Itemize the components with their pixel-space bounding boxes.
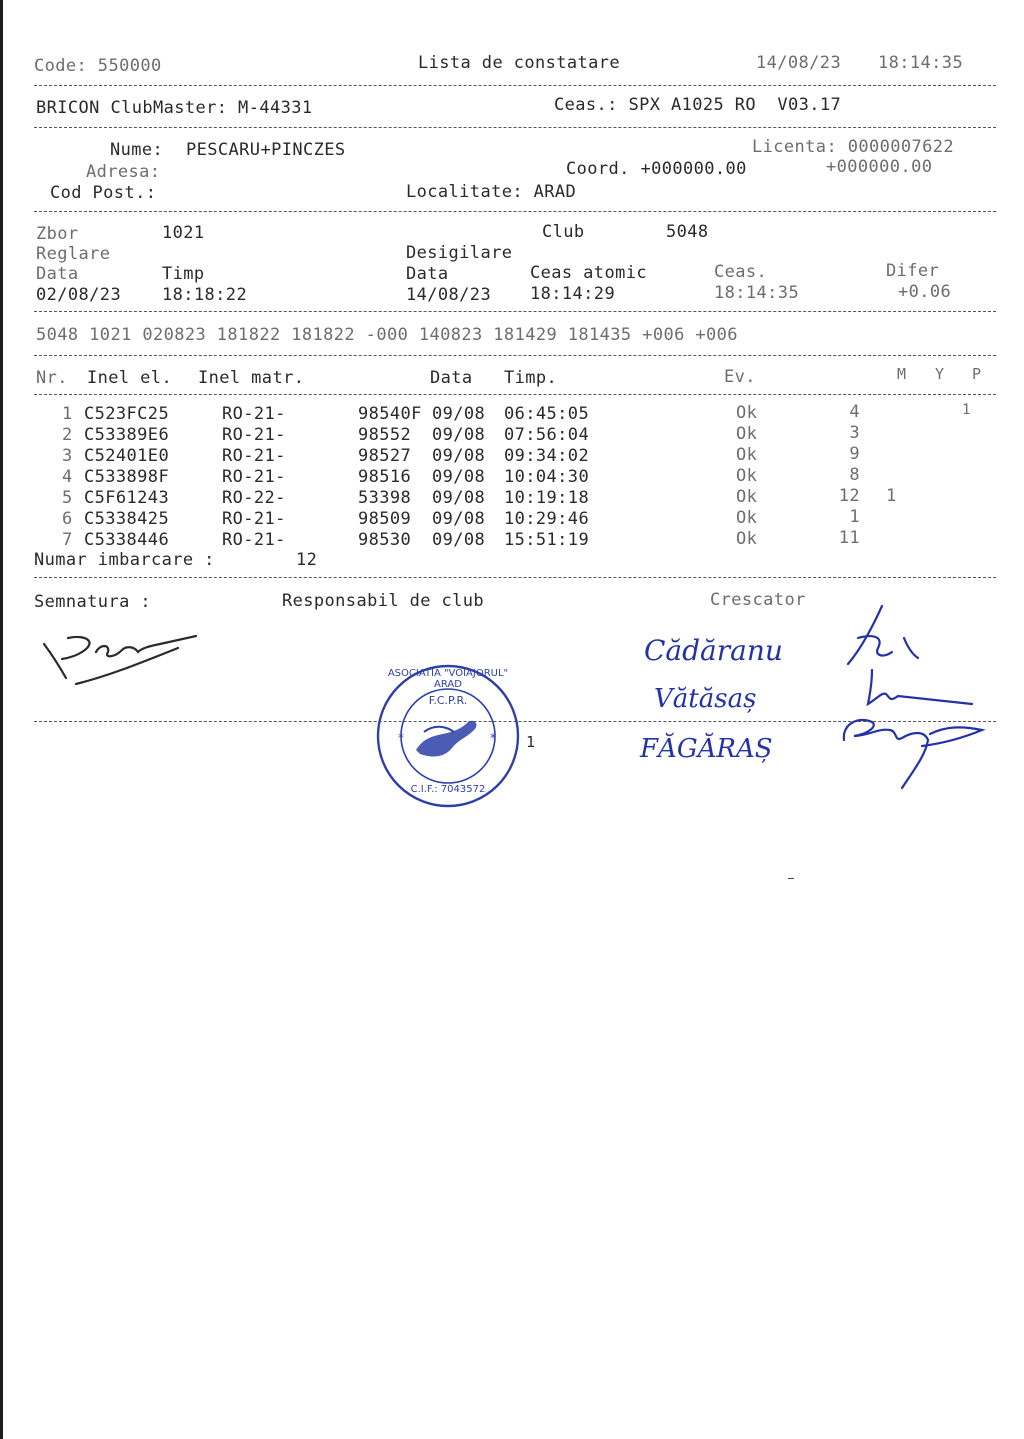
divider — [34, 577, 996, 578]
row-time: 10:29:46 — [504, 509, 590, 529]
desigilare-atomic: 18:14:29 — [530, 284, 616, 304]
row-inel-el: C533898F — [84, 467, 170, 487]
row-number: 98516 — [358, 467, 412, 487]
coord: Coord. +000000.00 — [566, 159, 747, 179]
col-m: M — [897, 365, 907, 383]
divider — [34, 311, 996, 312]
row-nr: 4 — [62, 467, 73, 487]
row-time: 10:19:18 — [504, 488, 590, 508]
code-label: Code: 550000 — [34, 56, 162, 76]
col-nr: Nr. — [36, 368, 68, 388]
divider — [34, 127, 996, 128]
row-ev: Ok — [736, 424, 758, 444]
difer-label: Difer — [886, 261, 940, 281]
desigilare-data-label: Data — [406, 264, 449, 284]
row-time: 09:34:02 — [504, 446, 590, 466]
row-ev: Ok — [736, 508, 758, 528]
row-ev: Ok — [736, 529, 758, 549]
ceas-label: Ceas. — [714, 262, 768, 282]
col-inel-matr: Inel matr. — [198, 368, 305, 388]
row-time: 06:45:05 — [504, 404, 590, 424]
row-prefix: RO-21- — [222, 446, 286, 466]
row-inel-el: C5338446 — [84, 530, 170, 550]
row-inel-el: C52401E0 — [84, 446, 170, 466]
row-number: 98530 — [358, 530, 412, 550]
nume-value: PESCARU+PINCZES — [186, 140, 346, 160]
document-title: Lista de constatare — [418, 53, 621, 73]
handwritten-name-3: FĂGĂRAȘ — [640, 734, 773, 764]
reglare-date: 02/08/23 — [36, 285, 122, 305]
row-ev: Ok — [736, 445, 758, 465]
row-prefix: RO-22- — [222, 488, 286, 508]
stamp-top-text: ASOCIATIA "VOIAJORUL" ARAD — [387, 668, 509, 690]
numar-imbarcare-label: Numar imbarcare : — [34, 550, 215, 570]
divider — [34, 85, 996, 86]
crescator-label: Crescator — [710, 590, 806, 610]
col-data: Data — [430, 368, 473, 388]
speck — [788, 878, 794, 879]
desigilare-label: Desigilare — [406, 243, 513, 263]
nume-label: Nume: — [110, 140, 164, 160]
row-date: 09/08 — [432, 530, 486, 550]
row-number: 98509 — [358, 509, 412, 529]
header-date: 14/08/23 — [756, 53, 842, 73]
row-prefix: RO-21- — [222, 530, 286, 550]
reglare-timp-label: Timp — [162, 264, 205, 284]
row-inel-el: C5F61243 — [84, 488, 170, 508]
localitate: Localitate: ARAD — [406, 182, 577, 202]
breeder-signatures — [838, 598, 988, 798]
row-number: 98552 — [358, 425, 412, 445]
row-nr: 5 — [62, 488, 73, 508]
zbor-label: Zbor — [36, 224, 79, 244]
ceas-atomic-label: Ceas atomic — [530, 263, 647, 283]
stamp-middle-text: F.C.P.R. — [428, 694, 468, 707]
page-left-edge — [0, 0, 3, 1439]
cod-post-label: Cod Post.: — [50, 183, 157, 203]
reglare-label: Reglare — [36, 244, 111, 264]
responsabil-label: Responsabil de club — [282, 591, 485, 611]
col-y: Y — [935, 365, 945, 383]
row-nr: 6 — [62, 509, 73, 529]
row-ev: Ok — [736, 403, 758, 423]
row-date: 09/08 — [432, 425, 486, 445]
col-timp: Timp. — [504, 368, 558, 388]
row-col1: 8 — [849, 465, 860, 485]
row-col3: 1 — [962, 402, 971, 418]
clock-id: Ceas.: SPX A1025 RO V03.17 — [554, 95, 842, 115]
row-prefix: RO-21- — [222, 467, 286, 487]
row-date: 09/08 — [432, 488, 486, 508]
row-col1: 4 — [849, 402, 860, 422]
desigilare-clock: 18:14:35 — [714, 283, 800, 303]
club-signature — [38, 626, 208, 690]
device-id: BRICON ClubMaster: M-44331 — [36, 98, 313, 118]
difer-value: +0.06 — [898, 282, 952, 302]
svg-text:*: * — [398, 731, 404, 745]
row-date: 09/08 — [432, 509, 486, 529]
row-date: 09/08 — [432, 467, 486, 487]
reglare-time: 18:18:22 — [162, 285, 248, 305]
adresa-label: Adresa: — [86, 162, 161, 182]
row-ev: Ok — [736, 466, 758, 486]
row-prefix: RO-21- — [222, 509, 286, 529]
col-inel-el: Inel el. — [87, 368, 173, 388]
row-nr: 2 — [62, 425, 73, 445]
divider — [34, 211, 996, 212]
col-p: P — [972, 365, 982, 383]
row-col2: 1 — [886, 486, 897, 506]
semnatura-label: Semnatura : — [34, 592, 151, 612]
row-col1: 11 — [838, 528, 860, 548]
col-ev: Ev. — [724, 367, 756, 387]
club-stamp — [374, 662, 522, 810]
svg-text:*: * — [490, 731, 496, 745]
divider — [34, 355, 996, 356]
row-col1: 12 — [838, 486, 860, 506]
row-number: 98527 — [358, 446, 412, 466]
row-col1: 3 — [849, 423, 860, 443]
row-date: 09/08 — [432, 446, 486, 466]
club-value: 5048 — [666, 222, 709, 242]
row-time: 07:56:04 — [504, 425, 590, 445]
row-nr: 1 — [62, 404, 73, 424]
divider — [34, 394, 996, 395]
row-col1: 1 — [849, 507, 860, 527]
row-time: 10:04:30 — [504, 467, 590, 487]
row-nr: 7 — [62, 530, 73, 550]
stamp-bottom-text: C.I.F.: 7043572 — [410, 784, 486, 795]
row-prefix: RO-21- — [222, 425, 286, 445]
row-col1: 9 — [849, 444, 860, 464]
row-nr: 3 — [62, 446, 73, 466]
row-inel-el: C5338425 — [84, 509, 170, 529]
desigilare-date: 14/08/23 — [406, 285, 492, 305]
handwritten-name-2: Vătăsaș — [654, 684, 757, 714]
page-mark: 1 — [526, 733, 536, 751]
row-time: 15:51:19 — [504, 530, 590, 550]
row-number: 53398 — [358, 488, 412, 508]
row-inel-el: C523FC25 — [84, 404, 170, 424]
coord-second: +000000.00 — [826, 157, 933, 177]
row-prefix: RO-21- — [222, 404, 286, 424]
reglare-data-label: Data — [36, 264, 79, 284]
licenta: Licenta: 0000007622 — [752, 137, 955, 157]
club-label: Club — [542, 222, 585, 242]
handwritten-name-1: Cădăranu — [644, 634, 783, 667]
row-number: 98540F — [358, 404, 422, 424]
numar-imbarcare-value: 12 — [296, 550, 318, 570]
zbor-value: 1021 — [162, 223, 205, 243]
code-line: 5048 1021 020823 181822 181822 -000 140823 181429 181435 +006 +006 — [36, 325, 738, 345]
row-ev: Ok — [736, 487, 758, 507]
header-time: 18:14:35 — [878, 53, 964, 73]
row-date: 09/08 — [432, 404, 486, 424]
row-inel-el: C53389E6 — [84, 425, 170, 445]
